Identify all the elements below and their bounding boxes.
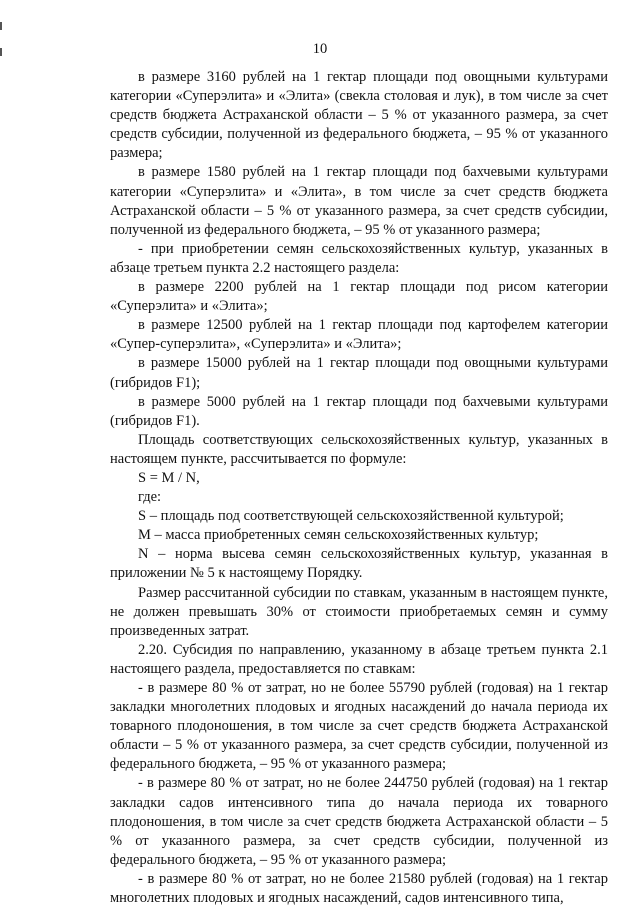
paragraph: - в размере 80 % от затрат, но не более 21580 рублей (годовая) на 1 гектар многолетних плодовых и ягодных насаждений, садов интенсивного типа, — [110, 870, 608, 907]
formula-where: где: — [138, 489, 162, 506]
paragraph: в размере 2200 рублей на 1 гектар площади под рисом категории «Суперэлита» и «Элита»; — [110, 279, 608, 315]
variable-definition: S – площадь под соответствующей сельскохозяйственной культурой; — [138, 508, 564, 525]
paragraph: Размер рассчитанной субсидии по ставкам, указанным в настоящем пункте, не должен превышать 30% от стоимости приобретаемых семян и сумму произведенных затрат. — [110, 584, 608, 639]
paragraph: в размере 1580 рублей на 1 гектар площади под бахчевыми культурами категории «Суперэлита» и «Элита», в том числе за счет средств бюджета Астраханской области – 5 % от указанного размера, за счет средств субсидии, полученной из федерального бюджета, – 95 % от указанного размера; — [110, 164, 608, 238]
paragraph: Площадь соответствующих сельскохозяйственных культур, указанных в настоящем пункте, рассчитывается по формуле: — [110, 431, 608, 467]
variable-definition: M – масса приобретенных семян сельскохозяйственных культур; — [138, 527, 539, 544]
scan-edge-mark — [0, 22, 2, 30]
variable-definition: N – норма высева семян сельскохозяйственных культур, указанная в приложении № 5 к настоящему Порядку. — [110, 546, 608, 582]
paragraph: - в размере 80 % от затрат, но не более 55790 рублей (годовая) на 1 гектар закладки многолетних плодовых и ягодных насаждений до начала периода их товарного плодоношения, в том числе за счет средств бюджета Астраханской области – 5 % от указанного размера, за счет средств субсидии, полученной из федерального бюджета, – 95 % от указанного размера; — [110, 680, 608, 773]
section-paragraph: 2.20. Субсидия по направлению, указанному в абзаце третьем пункта 2.1 настоящего раздела, предоставляется по ставкам: — [110, 641, 608, 677]
page-number: 10 — [312, 41, 328, 57]
document-body — [110, 68, 608, 908]
paragraph: в размере 12500 рублей на 1 гектар площади под картофелем категории «Супер-суперэлита», «Суперэлита» и «Элита»; — [110, 317, 608, 353]
paragraph: в размере 3160 рублей на 1 гектар площади под овощными культурами категории «Суперэлита» и «Элита» (свекла столовая и лук), в том числе за счет средств бюджета Астраханской области – 5 % от указанного размера, за счет средств субсидии, полученной из федерального бюджета, – 95 % от указанного размера; — [110, 69, 608, 162]
paragraph: в размере 5000 рублей на 1 гектар площади под бахчевыми культурами (гибридов F1). — [110, 393, 608, 429]
formula: S = M / N, — [138, 469, 200, 486]
paragraph: - в размере 80 % от затрат, но не более 244750 рублей (годовая) на 1 гектар закладки садов интенсивного типа до начала периода их товарного плодоношения, в том числе за счет средств бюджета Астраханской области – 5 % от указанного размера, за счет средств субсидии, полученной из федерального бюджета, – 95 % от указанного размера; — [110, 775, 608, 868]
paragraph: - при приобретении семян сельскохозяйственных культур, указанных в абзаце третьем пункта 2.2 настоящего раздела: — [110, 240, 608, 276]
paragraph: в размере 15000 рублей на 1 гектар площади под овощными культурами (гибридов F1); — [110, 355, 608, 391]
